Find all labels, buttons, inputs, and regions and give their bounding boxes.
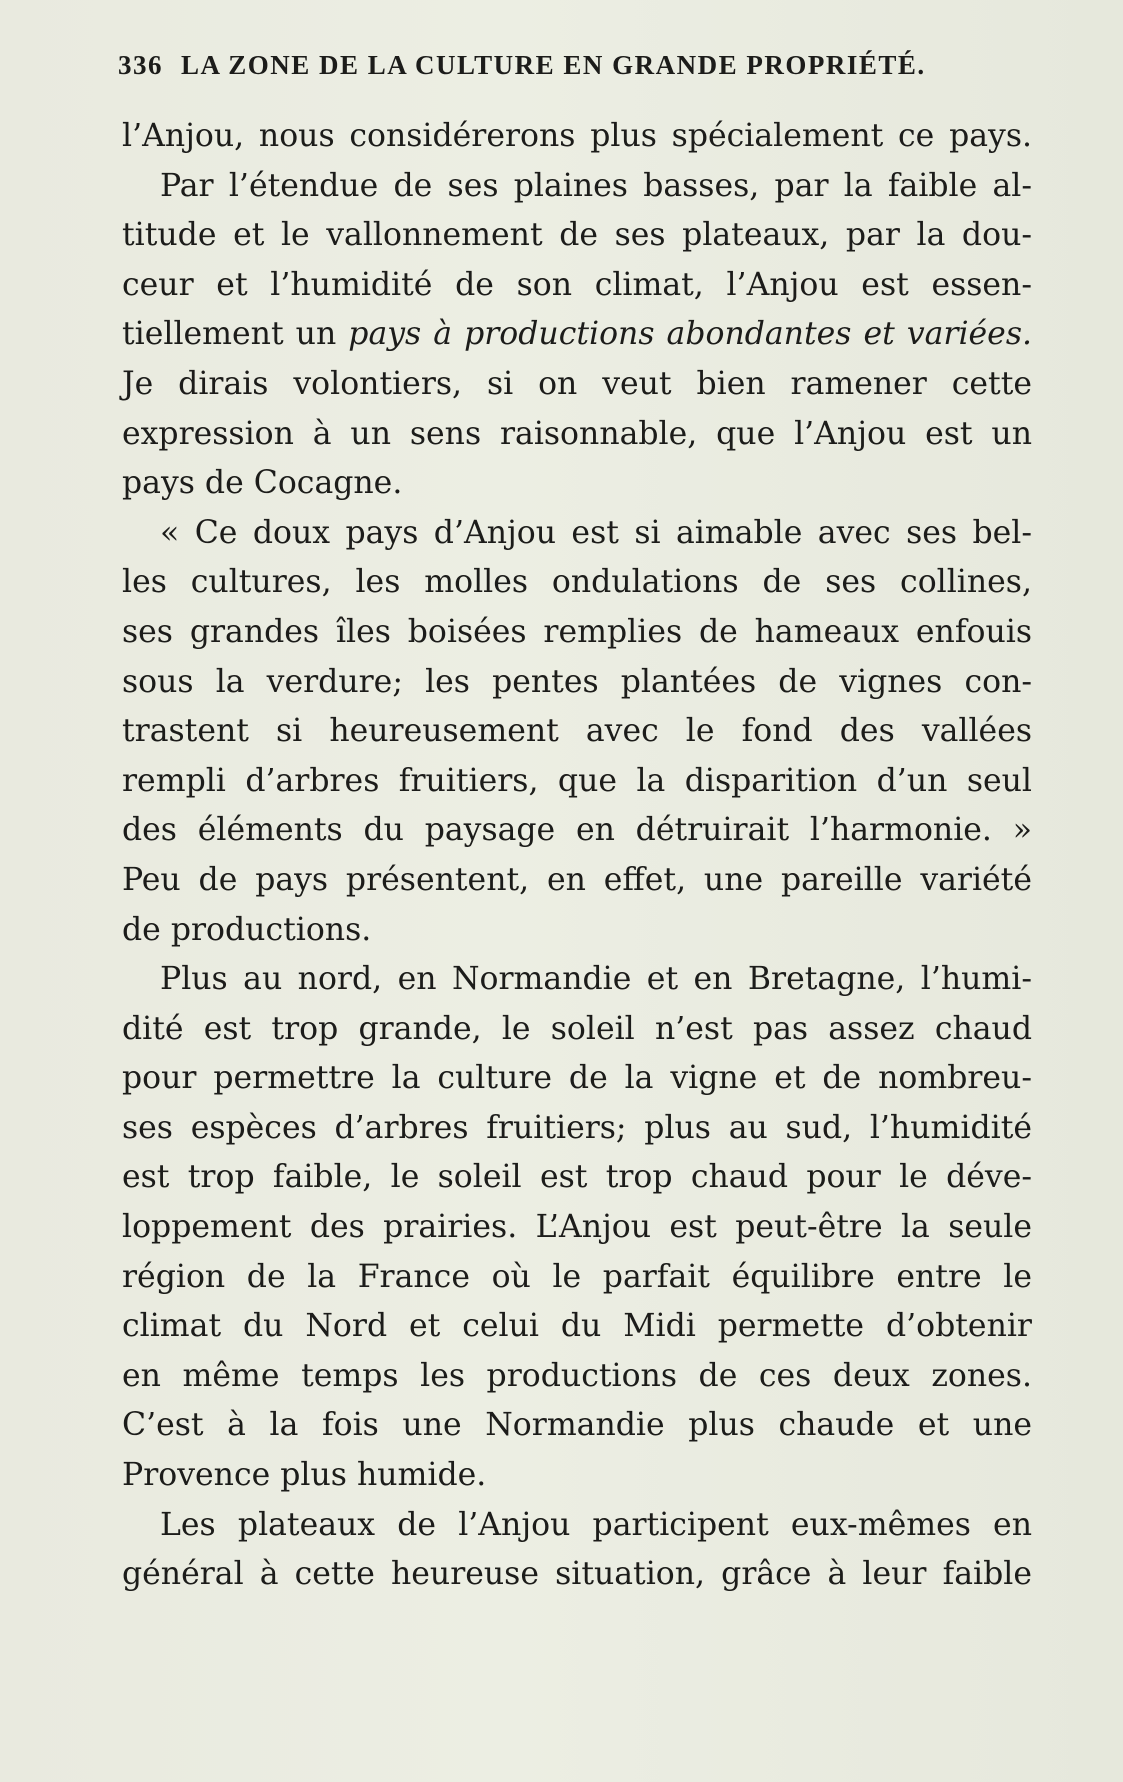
text-line: des éléments du paysage en détruirait l’harmonie. »	[122, 812, 1032, 849]
text-line: C’est à la fois une Normandie plus chaude et une	[122, 1407, 1032, 1444]
text-line: Peu de pays présentent, en effet, une pareille variété	[122, 861, 1032, 898]
text-line: « Ce doux pays d’Anjou est si aimable avec ses bel-	[160, 514, 1032, 551]
italic-phrase: pays à productions abondantes et variées.	[348, 316, 1032, 353]
text-line: ses espèces d’arbres fruitiers; plus au sud, l’humidité	[122, 1109, 1032, 1146]
body-text	[122, 112, 1032, 1600]
text-line: titude et le vallonnement de ses plateaux, par la dou-	[122, 217, 1032, 254]
text-line: Provence plus humide.	[122, 1457, 487, 1494]
text-run: tiellement un	[122, 316, 349, 353]
text-line	[122, 310, 1032, 360]
text-line: Par l’étendue de ses plaines basses, par la faible al-	[160, 167, 1032, 204]
text-line: Je dirais volontiers, si on veut bien ramener cette	[122, 365, 1032, 402]
text-line: région de la France où le parfait équilibre entre le	[122, 1258, 1032, 1295]
running-head-title: LA ZONE DE LA CULTURE EN GRANDE PROPRIÉTÉ.	[181, 50, 926, 80]
text-line: climat du Nord et celui du Midi permette d’obtenir	[122, 1308, 1032, 1345]
text-line: l’Anjou, nous considérerons plus spécialement ce pays.	[122, 118, 1032, 154]
text-line: Les plateaux de l’Anjou participent eux-mêmes en	[160, 1506, 1032, 1543]
text-line: ceur et l’humidité de son climat, l’Anjou est essen-	[122, 266, 1032, 303]
text-line: général à cette heureuse situation, grâce à leur faible	[122, 1556, 1032, 1593]
text-line: loppement des prairies. L’Anjou est peut-être la seule	[122, 1209, 1032, 1246]
text-line: pays de Cocagne.	[122, 465, 403, 502]
text-line: pour permettre la culture de la vigne et de nombreu-	[122, 1060, 1032, 1097]
text-line: les cultures, les molles ondulations de ses collines,	[122, 564, 1032, 601]
page-number: 336	[118, 50, 163, 80]
text-line: Plus au nord, en Normandie et en Bretagne, l’humi-	[160, 961, 1032, 998]
text-line: est trop faible, le soleil est trop chaud pour le déve-	[122, 1159, 1032, 1196]
text-line: ses grandes îles boisées remplies de hameaux enfouis	[122, 613, 1032, 650]
text-line: dité est trop grande, le soleil n’est pas assez chaud	[122, 1010, 1032, 1047]
text-line: en même temps les productions de ces deux zones.	[122, 1357, 1032, 1394]
text-line: expression à un sens raisonnable, que l’Anjou est un	[122, 415, 1032, 452]
text-line: de productions.	[122, 911, 372, 948]
text-line: rempli d’arbres fruitiers, que la disparition d’un seul	[122, 762, 1032, 799]
text-line: trastent si heureusement avec le fond des vallées	[122, 713, 1032, 750]
text-line: sous la verdure; les pentes plantées de vignes con-	[122, 663, 1032, 700]
running-head	[118, 50, 998, 94]
